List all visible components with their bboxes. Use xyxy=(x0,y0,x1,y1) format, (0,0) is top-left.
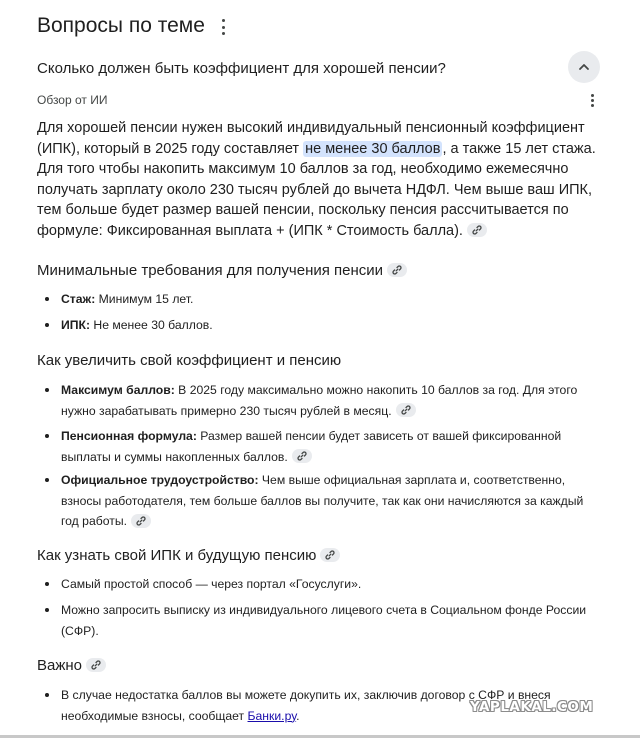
watermark-logo: YAPLAKAL.COM xyxy=(470,699,594,715)
question-text[interactable]: Сколько должен быть коэффициент для хорошей пенсии? xyxy=(37,60,446,77)
learn-heading: Как узнать свой ИПК и будущую пенсию xyxy=(37,547,340,564)
collapse-button[interactable] xyxy=(568,51,600,83)
list-item: Можно запросить выписку из индивидуального лицевого счета в Социальном фонде России (СФР). xyxy=(61,600,601,641)
source-link-icon[interactable] xyxy=(396,403,416,417)
chevron-up-icon xyxy=(577,60,591,74)
source-link-icon[interactable] xyxy=(387,263,407,277)
list-item: Официальное трудоустройство: Чем выше официальная зарплата и, соответственно, взносы работодателя, тем больше баллов вы получите, так как они начисляются за каждый год работы. xyxy=(61,470,601,532)
list-item: ИПК: Не менее 30 баллов. xyxy=(61,315,601,336)
source-link-icon[interactable] xyxy=(292,449,312,463)
related-questions-header xyxy=(37,14,227,38)
source-link-icon[interactable] xyxy=(131,514,151,528)
source-link-icon[interactable] xyxy=(86,658,106,672)
important-heading: Важно xyxy=(37,657,106,674)
source-link-icon[interactable] xyxy=(320,548,340,562)
list-item: Пенсионная формула: Размер вашей пенсии будет зависеть от вашей фиксированной выплаты и суммы накопленных баллов. xyxy=(61,426,601,467)
min-requirements-heading: Минимальные требования для получения пенсии xyxy=(37,262,407,279)
section-title: Вопросы по теме xyxy=(37,14,205,37)
overview-more-icon[interactable] xyxy=(589,94,595,107)
ai-overview-label: Обзор от ИИ xyxy=(37,93,108,107)
source-link-icon[interactable] xyxy=(467,223,487,237)
more-options-icon[interactable] xyxy=(221,19,227,35)
highlighted-text: не менее 30 баллов xyxy=(305,140,441,157)
list-item: Стаж: Минимум 15 лет. xyxy=(61,289,601,310)
banki-ru-link[interactable]: Банки.ру xyxy=(247,708,297,723)
intro-text-1: Для хорошей пенсии нужен высокий индивидуальный пенсионный коэффициент (ИПК), который в 2025 году составляет xyxy=(37,120,585,157)
list-item: В случае недостатка баллов вы можете докупить их, заключив договор с СФР и внеся необходимые взносы, сообщает Банки.ру. xyxy=(61,685,601,726)
list-item: Максимум баллов: В 2025 году максимально можно накопить 10 баллов за год. Для этого нужно зарабатывать примерно 230 тысяч рублей в месяц. xyxy=(61,380,601,421)
intro-text-2: , а также 15 лет стажа. Для того чтобы накопить максимум 10 баллов за год, необходимо ежемесячно получать зарплату около 230 тысяч рублей до вычета НДФЛ. Чем выше ваш ИПК, тем больше будет размер вашей пенсии, поскольку пенсия рассчитывается по формуле: Фиксированная выплата + (ИПК * Стоимость балла). xyxy=(37,140,596,239)
list-item: Самый простой способ — через портал «Госуслуги». xyxy=(61,574,601,595)
intro-paragraph xyxy=(37,118,602,242)
increase-heading: Как увеличить свой коэффициент и пенсию xyxy=(37,352,342,369)
